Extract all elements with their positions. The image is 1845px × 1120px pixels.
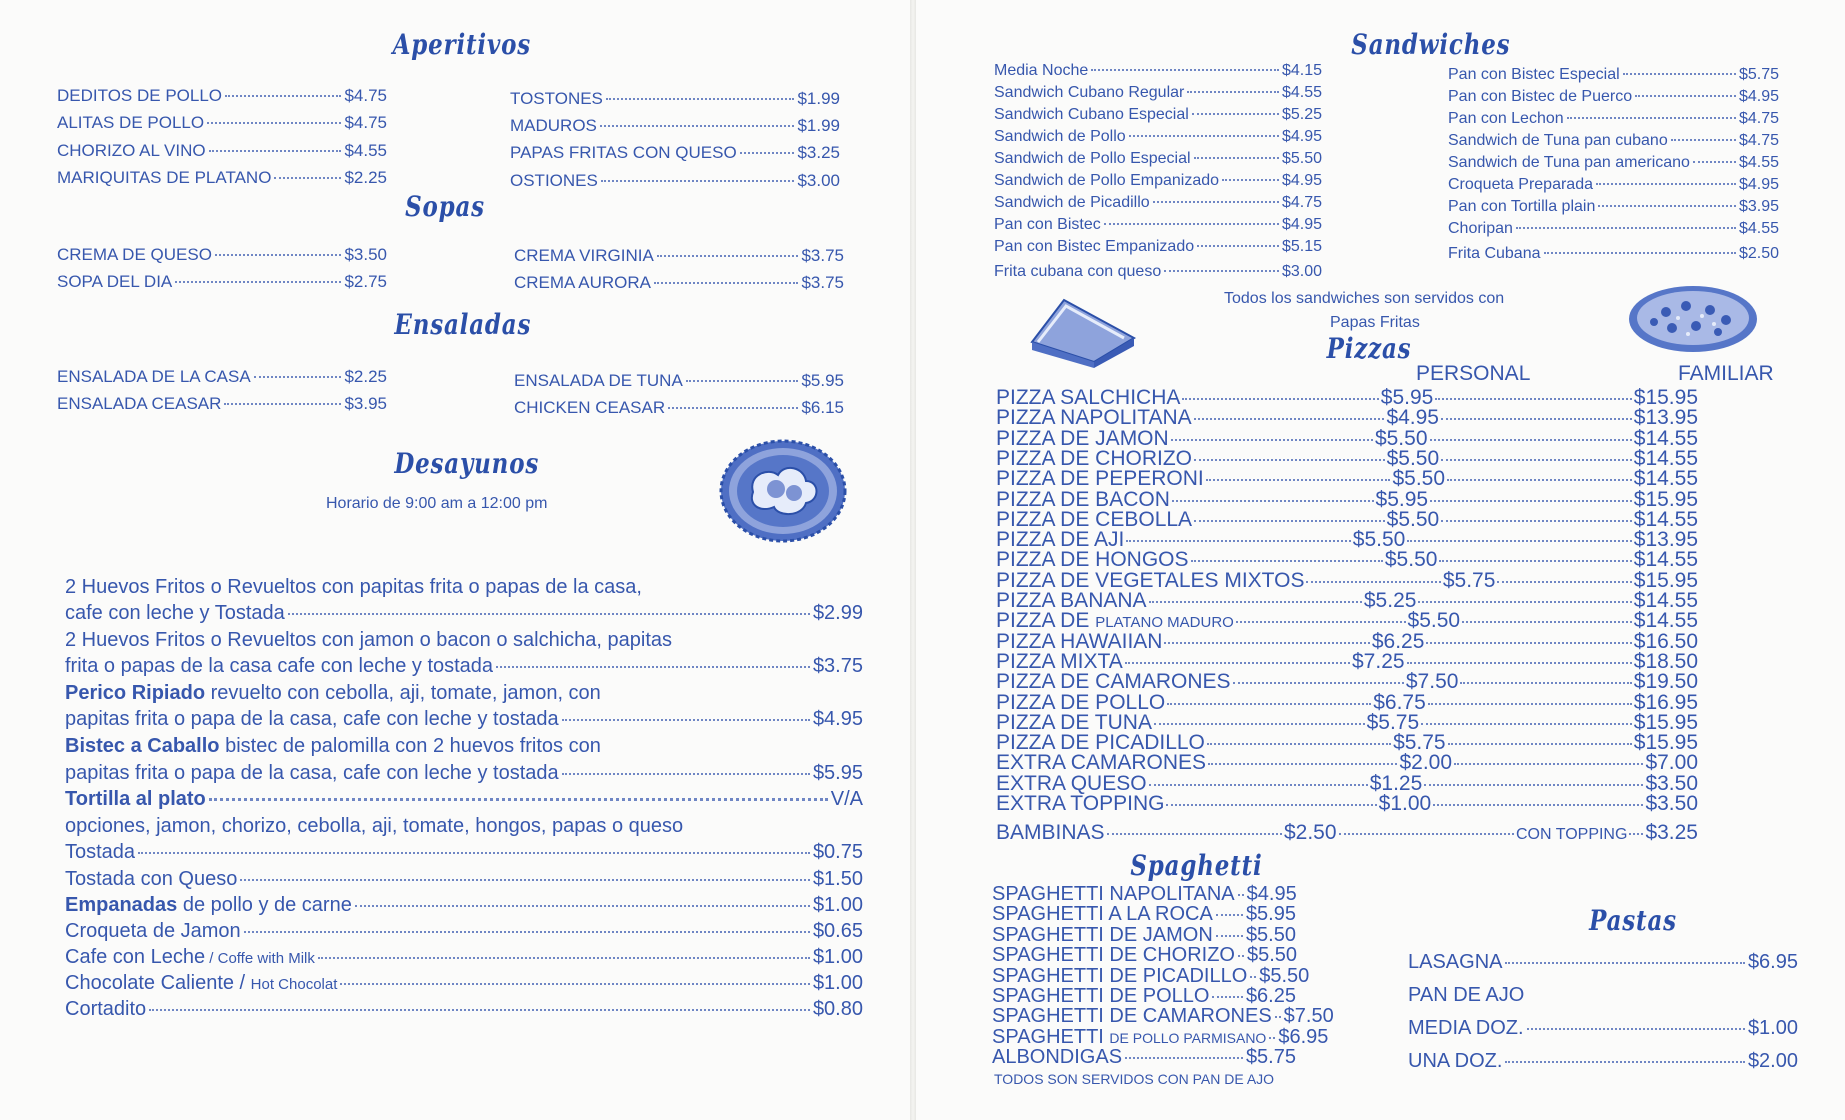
menu-item: SPAGHETTI A LA ROCA $5.95 — [992, 903, 1296, 926]
menu-item: ALITAS DE POLLO $4.75 — [57, 113, 387, 132]
menu-item: SPAGHETTI NAPOLITANA $4.95 — [992, 883, 1297, 905]
menu-item: Pan con Tortilla plain $3.95 — [1448, 198, 1779, 215]
sandwich-note: Papas Fritas — [1330, 314, 1420, 331]
menu-item: CHICKEN CEASAR $6.15 — [514, 398, 844, 417]
breakfast-line: opciones, jamon, chorizo, cebolla, aji, tomate, hongos, papas o queso — [65, 815, 684, 837]
menu-item: Frita cubana con queso $3.00 — [994, 263, 1322, 280]
pizza-row: PIZZA DE HONGOS $5.50 $14.55 — [996, 548, 1699, 572]
menu-left-page — [0, 0, 910, 1120]
pasta-item: PAN DE AJO — [1408, 984, 1525, 1006]
menu-item: Tortilla al plato V/A — [65, 788, 863, 810]
menu-item: DEDITOS DE POLLO $4.75 — [57, 86, 387, 105]
pizza-row: PIZZA DE PEPERONI $5.50 $14.55 — [996, 467, 1699, 491]
pizza-row: PIZZA DE CHORIZO $5.50 $14.55 — [996, 446, 1698, 470]
breakfast-hours: Horario de 9:00 am a 12:00 pm — [326, 495, 548, 512]
spaghetti-note: TODOS SON SERVIDOS CON PAN DE AJO — [994, 1071, 1275, 1087]
section-heading-pastas: Pastas — [1589, 904, 1677, 937]
section-heading-desayunos: Desayunos — [394, 447, 540, 480]
pizza-row: EXTRA CAMARONES $2.00 $7.00 — [996, 751, 1699, 775]
menu-item: Pan con Bistec de Puerco $4.95 — [1448, 88, 1779, 105]
menu-item: LASAGNA $6.95 — [1408, 951, 1798, 973]
menu-item: ENSALADA DE TUNA $5.95 — [514, 371, 844, 390]
section-heading-aperitivos: Aperitivos — [392, 28, 532, 61]
pizza-row: PIZZA MIXTA $7.25 $18.50 — [996, 649, 1698, 673]
menu-item: SOPA DEL DIA $2.75 — [57, 272, 387, 291]
menu-item: papitas frita o papa de la casa, cafe con leche y tostada $4.95 — [65, 708, 863, 730]
menu-item: Sandwich de Pollo Empanizado $4.95 — [994, 172, 1322, 189]
menu-item: Pan con Lechon $4.75 — [1448, 110, 1779, 127]
pizza-row: PIZZA DE CEBOLLA $5.50 $14.55 — [996, 507, 1698, 531]
sandwich-note: Todos los sandwiches son servidos con — [1224, 290, 1505, 307]
menu-item: SPAGHETTI DE JAMON $5.50 — [992, 923, 1296, 946]
menu-item: PAPAS FRITAS CON QUESO $3.25 — [510, 143, 840, 162]
section-heading-sopas: Sopas — [405, 190, 485, 223]
sandwich-icon — [1024, 292, 1142, 370]
menu-item: SPAGHETTI DE CAMARONES $7.50 — [992, 1005, 1334, 1028]
menu-item: CHORIZO AL VINO $4.55 — [57, 141, 387, 160]
menu-item: MARIQUITAS DE PLATANO $2.25 — [57, 168, 387, 187]
section-heading-pizzas: Pizzas — [1326, 332, 1412, 365]
menu-item: Tostada con Queso $1.50 — [65, 868, 863, 890]
pizza-row: PIZZA DE VEGETALES MIXTOS $5.75 $15.95 — [996, 568, 1699, 592]
pizza-header-familiar: FAMILIAR — [1678, 362, 1774, 385]
menu-item: Pan con Bistec Empanizado $5.15 — [994, 238, 1322, 255]
menu-item: CREMA DE QUESO $3.50 — [57, 245, 387, 264]
breakfast-line: 2 Huevos Fritos o Revueltos con papitas frita o papas de la casa, — [65, 576, 642, 598]
pizza-row: PIZZA DE POLLO $6.75 $16.95 — [996, 690, 1698, 714]
pizza-row: PIZZA NAPOLITANA $4.95 $13.95 — [996, 406, 1699, 430]
menu-item: ALBONDIGAS $5.75 — [992, 1046, 1296, 1069]
menu-item: SPAGHETTI DE POLLO PARMISANO $6.95 — [992, 1025, 1329, 1048]
menu-item: Croqueta de Jamon $0.65 — [65, 920, 863, 942]
menu-item: Sandwich de Pollo $4.95 — [994, 128, 1322, 145]
menu-item: CREMA VIRGINIA $3.75 — [514, 246, 844, 265]
pizza-row: PIZZA DE PLATANO MADURO $5.50 $14.55 — [996, 609, 1698, 633]
menu-item: frita o papas de la casa cafe con leche y tostada $3.75 — [65, 655, 863, 677]
pizza-row: EXTRA QUESO $1.25 $3.50 — [996, 771, 1699, 795]
menu-item: TOSTONES $1.99 — [510, 89, 840, 108]
menu-item: MEDIA DOZ. $1.00 — [1408, 1017, 1798, 1039]
section-heading-spaghetti: Spaghetti — [1130, 849, 1263, 882]
pizza-row: PIZZA BANANA $5.25 $14.55 — [996, 589, 1698, 612]
menu-item: Tostada $0.75 — [65, 841, 863, 863]
menu-item: Media Noche $4.15 — [994, 62, 1322, 79]
menu-item: Sandwich Cubano Especial $5.25 — [994, 106, 1322, 123]
breakfast-line: Perico Ripiado revuelto con cebolla, aji, tomate, jamon, con — [65, 682, 601, 704]
pizza-row: PIZZA DE JAMON $5.50 $14.55 — [996, 426, 1699, 450]
menu-item: Sandwich de Tuna pan cubano $4.75 — [1448, 132, 1779, 149]
menu-item: Croqueta Preparada $4.95 — [1448, 176, 1779, 193]
pizza-row: EXTRA TOPPING $1.00 $3.50 — [996, 792, 1699, 815]
menu-item: Sandwich de Pollo Especial $5.50 — [994, 150, 1322, 167]
menu-item: papitas frita o papa de la casa, cafe con leche y tostada $5.95 — [65, 762, 863, 784]
menu-item: ENSALADA DE LA CASA $2.25 — [57, 367, 387, 386]
menu-item: SPAGHETTI DE CHORIZO $5.50 — [992, 944, 1298, 967]
pizza-row: PIZZA DE BACON $5.95 $15.95 — [996, 487, 1699, 511]
pizza-row: PIZZA DE TUNA $5.75 $15.95 — [996, 710, 1698, 734]
menu-item: SPAGHETTI DE POLLO $6.25 — [992, 985, 1296, 1007]
pizza-row: PIZZA DE PICADILLO $5.75 $15.95 — [996, 731, 1699, 755]
pizza-row: PIZZA HAWAIIAN $6.25 $16.50 — [996, 629, 1699, 653]
pizza-icon — [1626, 282, 1760, 356]
menu-item: Sandwich de Tuna pan americano $4.55 — [1448, 154, 1779, 171]
menu-item: ENSALADA CEASAR $3.95 — [57, 394, 387, 413]
menu-item: Sandwich Cubano Regular $4.55 — [994, 84, 1322, 101]
menu-item: Pan con Bistec $4.95 — [994, 216, 1322, 233]
menu-item: OSTIONES $3.00 — [510, 171, 840, 190]
section-heading-sandwiches: Sandwiches — [1351, 28, 1511, 61]
breakfast-line: Bistec a Caballo bistec de palomilla con 2 huevos fritos con — [65, 735, 601, 757]
menu-item: MADUROS $1.99 — [510, 116, 840, 135]
menu-item: CREMA AURORA $3.75 — [514, 273, 844, 292]
pizza-row: PIZZA DE CAMARONES $7.50 $19.50 — [996, 670, 1698, 694]
menu-item: cafe con leche y Tostada $2.99 — [65, 602, 863, 624]
menu-item: Frita Cubana $2.50 — [1448, 245, 1779, 262]
pizza-row: PIZZA DE AJI $5.50 $13.95 — [996, 528, 1699, 552]
breakfast-line: 2 Huevos Fritos o Revueltos con jamon o bacon o salchicha, papitas — [65, 629, 673, 651]
section-heading-ensaladas: Ensaladas — [394, 308, 532, 341]
menu-item: Cafe con Leche / Coffe with Milk $1.00 — [65, 946, 863, 968]
bambinas-row: BAMBINAS $2.50 CON TOPPING $3.25 — [996, 821, 1698, 844]
menu-item: Empanadas de pollo y de carne $1.00 — [65, 894, 863, 916]
menu-item: UNA DOZ. $2.00 — [1408, 1050, 1798, 1072]
breakfast-plate-icon — [718, 437, 848, 545]
menu-item: SPAGHETTI DE PICADILLO $5.50 — [992, 964, 1310, 987]
menu-item: Sandwich de Picadillo $4.75 — [994, 194, 1322, 211]
menu-item: Pan con Bistec Especial $5.75 — [1448, 66, 1779, 83]
menu-right-page — [916, 0, 1845, 1120]
menu-item: Cortadito $0.80 — [65, 998, 863, 1020]
menu-item: Chocolate Caliente / Hot Chocolat $1.00 — [65, 972, 863, 994]
pizza-header-personal: PERSONAL — [1416, 362, 1531, 385]
pizza-row: PIZZA SALCHICHA $5.95 $15.95 — [996, 386, 1698, 409]
menu-item: Choripan $4.55 — [1448, 220, 1779, 237]
